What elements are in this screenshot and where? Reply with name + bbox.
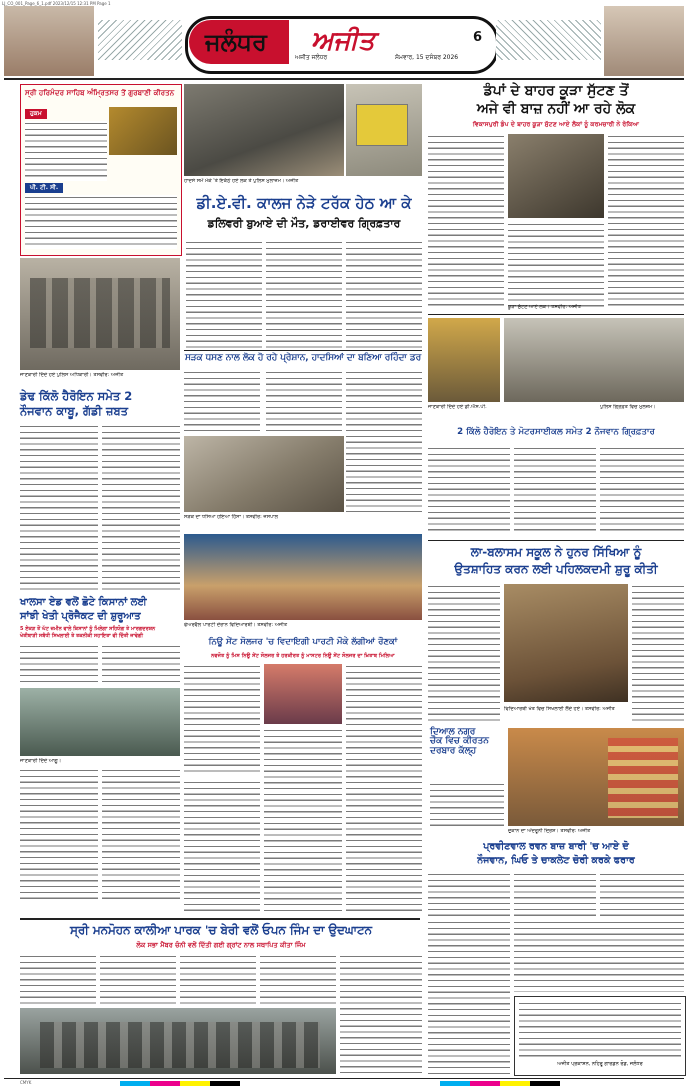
gym-subhead: ਲੋਕ ਸਭਾ ਮੈਂਬਰ ਚੰਨੀ ਵਲੋਂ ਦਿੱਤੀ ਗਈ ਗ੍ਰਾਂਟ ਨਾਲ ਸਥਾਪਿਤ ਕੀਤਾ ਜਿੰਮ — [136, 941, 306, 949]
misc-col1 — [428, 920, 510, 1074]
theft-col2 — [514, 872, 596, 916]
farming-subhead-1: 5 ਏਕੜ ਤੋਂ ਘੱਟ ਜ਼ਮੀਨ ਵਾਲੇ ਕਿਸਾਨਾਂ ਨੂੰ ਮਿਲੇਗਾ ਸਹਿਯੋਗ ਤੇ ਮਾਰਗਦਰਸ਼ਨ — [20, 626, 156, 632]
party-photo-2 — [264, 664, 342, 724]
school-rule — [428, 540, 684, 541]
building-photo-left — [4, 6, 94, 76]
imprint-line: ਅਜੀਤ ਪ੍ਰਕਾਸ਼ਨ, ਨਹਿਰੂ ਗਾਰਡਨ ਰੋਡ, ਜਲੰਧਰ — [557, 1061, 643, 1067]
heroin-car-headline-1: ਡੇਢ ਕਿੱਲੋ ਹੈਰੋਇਨ ਸਮੇਤ 2 — [20, 389, 133, 403]
bottom-rule — [4, 1078, 684, 1079]
farming-headline-1: ਖਾਲਸਾ ਏਡ ਵਲੋਂ ਛੋਟੇ ਕਿਸਾਨਾਂ ਲਈ — [20, 597, 147, 608]
garbage-headline-2: ਅਜੇ ਵੀ ਬਾਜ਼ ਨਹੀਂ ਆ ਰਹੇ ਲੋਕ — [476, 101, 636, 117]
gym-group-shape — [40, 1022, 320, 1068]
garbage-col2 — [508, 222, 604, 310]
gym-col2 — [100, 954, 176, 1006]
shop-photo-caption: ਦੁਕਾਨ ਦਾ ਅੰਦਰੂਨੀ ਦ੍ਰਿਸ਼। ਤਸਵੀਰ: ਅਜੀਤ — [508, 828, 591, 834]
party-subhead: ਨਵਜੋਤ ਨੂੰ ਮਿਸ ਨਿਊ ਸੇਂਟ ਸੋਲਜਰ ਤੇ ਹਰਕੀਰਤ ਨੂੰ ਮਾਸਟਰ ਨਿਊ ਸੇਂਟ ਸੋਲਜਰ ਦਾ ਖ਼ਿਤਾਬ ਮਿਲਿਆ — [211, 653, 395, 659]
garbage-subhead: ਵਿਕਾਸਪੁਰੀ ਡੰਪ ਦੇ ਬਾਹਰ ਕੂੜਾ ਸੁੱਟਣ ਆਏ ਲੋਕਾਂ ਨੂੰ ਕਰਮਚਾਰੀ ਨੇ ਰੋਕਿਆ — [472, 121, 640, 128]
truck-story-col3 — [346, 240, 422, 348]
school-headline-1: ਲਾ-ਬਲਾਸਮ ਸਕੂਲ ਨੇ ਹੁਨਰ ਸਿੱਖਿਆ ਨੂੰ — [470, 545, 642, 559]
farmers-photo-caption: ਜਾਣਕਾਰੀ ਦਿੰਦੇ ਆਗੂ। — [20, 758, 62, 764]
kirtan-headline-2: ਚੌਕ ਵਿਚ ਕੀਰਤਨ — [430, 736, 489, 747]
kirtan-col — [430, 782, 504, 826]
farmers-photo — [20, 688, 180, 756]
kirtan-headline-1: ਦਿਆਲ ਨਗਰ — [430, 727, 476, 737]
imprint-box — [514, 996, 686, 1076]
farming-col1 — [20, 644, 98, 686]
gym-photo — [20, 1008, 336, 1074]
road-story-headline: ਸੜਕ ਧਸਣ ਨਾਲ ਲੋਕ ਹੋ ਰਹੇ ਪ੍ਰੇਸ਼ਾਨ, ਹਾਦਸਿਆਂ ਦਾ ਬਣਿਆ ਰਹਿੰਦਾ ਡਰ — [184, 353, 422, 363]
gurbani-box-subtag: ਪੀ. ਟੀ. ਸੀ. — [25, 183, 63, 193]
shop-photo — [508, 728, 684, 826]
theft-col1 — [428, 872, 510, 916]
gym-col3 — [180, 954, 256, 1006]
police-group-shape — [30, 278, 170, 348]
building-photo-right — [604, 6, 684, 76]
accident-photo-caption: ਹਾਦਸੇ ਸਮੇਂ ਮੌਕੇ 'ਤੇ ਇਕੱਠੇ ਹੋਏ ਲੋਕ ਤੇ ਪੁਲਿਸ ਮੁਲਾਜ਼ਮ। ਅਜੀਤ — [184, 178, 299, 184]
truck-story-subhead: ਡਲਿਵਰੀ ਬੁਆਏ ਦੀ ਮੌਤ, ਡਰਾਈਵਰ ਗ੍ਰਿਫ਼ਤਾਰ — [207, 217, 401, 230]
masthead-pattern-left — [98, 20, 182, 60]
gym-col5 — [340, 954, 422, 1074]
gurbani-box-tag: ਹੁਕਮ — [25, 109, 47, 119]
truck-shape — [356, 104, 408, 146]
theft-headline-2: ਨੌਜਵਾਨ, ਘਿਓ ਤੇ ਚਾਕਲੇਟ ਚੋਰੀ ਕਰਕੇ ਫਰਾਰ — [477, 855, 635, 866]
school-photo-caption: ਵਿਦਿਆਰਥੀ ਖੇਤ ਵਿਚ ਸਿਖਲਾਈ ਲੈਂਦੇ ਹੋਏ। ਤਸਵੀਰ: ਅਜੀਤ — [504, 706, 615, 712]
garbage-photo-caption: ਕੂੜਾ ਸੁੱਟਣ ਆਏ ਲੋਕ। ਤਸਵੀਰ: ਅਜੀਤ — [508, 304, 581, 310]
masthead-rule — [4, 78, 684, 80]
heroin-car-col2 — [102, 424, 180, 592]
print-strip: LJ_CO_001_Page_6_1.pdf 2023/12/15 12:31 PM Page 1 — [2, 1, 111, 6]
masthead-date: ਸੋਮਵਾਰ, 15 ਦਸੰਬਰ 2026 — [395, 54, 459, 61]
garbage-col1 — [428, 134, 504, 310]
theft-col3 — [600, 872, 684, 916]
kirtan-box — [430, 728, 504, 780]
road-photo-caption: ਸੜਕ ਦਾ ਧਸਿਆ ਹੋਇਆ ਹਿੱਸਾ। ਤਸਵੀਰ: ਜਸਪਾਲ — [184, 514, 279, 520]
heroin-bike-headline: 2 ਕਿੱਲੋ ਹੈਰੋਇਨ ਤੇ ਮੋਟਰਸਾਈਕਲ ਸਮੇਤ 2 ਨੌਜਵਾਨ ਗ੍ਰਿਫ਼ਤਾਰ — [457, 427, 655, 437]
heroin-bike-col1 — [428, 446, 510, 532]
color-bar — [120, 1081, 240, 1086]
party-col4 — [184, 780, 260, 912]
masthead-pattern — [496, 20, 601, 60]
heroin-car-col1 — [20, 424, 98, 592]
golden-temple-photo — [109, 107, 177, 155]
party-col1 — [184, 664, 260, 776]
officer-photo — [428, 318, 500, 402]
theft-headline-1: ਪ੍ਰਵੀਣਵਾਲ ਰਵਨ ਬਾਜ਼ ਬਾਰੀ 'ਚ ਆਏ ਦੋ — [483, 841, 629, 852]
school-headline-2: ਉਤਸ਼ਾਹਿਤ ਕਰਨ ਲਈ ਪਹਿਲਕਦਮੀ ਸ਼ੁਰੂ ਕੀਤੀ — [454, 562, 658, 576]
road-story-col1 — [184, 370, 260, 432]
party-photo — [184, 534, 422, 620]
masthead-title-part1: ਜਲੰਧਰ — [205, 28, 267, 56]
heroin-bike-col3 — [600, 446, 684, 532]
road-photo — [184, 436, 344, 512]
color-bar-2 — [440, 1081, 560, 1086]
heroin-bike-rule — [428, 314, 684, 315]
farming-subhead-2: ਖੇਤੀਬਾੜੀ ਸਬੰਧੀ ਸਿਖਲਾਈ ਤੇ ਤਕਨੀਕੀ ਸਹਾਇਤਾ ਵੀ ਦਿੱਤੀ ਜਾਵੇਗੀ — [20, 633, 144, 639]
shop-shelf-shape — [608, 738, 678, 818]
truck-story-col1 — [186, 240, 262, 348]
bottom-strip: CMYK — [20, 1080, 32, 1085]
garbage-col3 — [608, 134, 684, 310]
gym-headline: ਸ੍ਰੀ ਮਨਮੋਹਨ ਕਾਲੀਆ ਪਾਰਕ 'ਚ ਬੇਰੀ ਵਲੋਂ ਓਪਨ ਜਿੰਮ ਦਾ ਉਦਘਾਟਨ — [70, 923, 372, 937]
masthead-subtitle: ਅਜੀਤ ਜਲੰਧਰ — [295, 54, 328, 61]
masthead — [185, 16, 493, 68]
heroin-bike-col2 — [514, 446, 596, 532]
gym-col4 — [260, 954, 336, 1006]
road-story-col2 — [346, 370, 422, 512]
garbage-headline-1: ਡੰਪਾਂ ਦੇ ਬਾਹਰ ਕੂੜਾ ਸੁੱਟਣ ਤੋਂ — [483, 83, 629, 99]
truck-story-col2 — [266, 240, 342, 348]
road-story-rule — [184, 350, 422, 351]
school-field-photo — [504, 584, 628, 702]
truck-story-headline: ਡੀ.ਏ.ਵੀ. ਕਾਲਜ ਨੇੜੇ ਟਰੱਕ ਹੇਠ ਆ ਕੇ — [196, 194, 412, 212]
garbage-photo — [508, 134, 604, 218]
party-photo-caption: ਫੇਅਰਵੈਲ ਪਾਰਟੀ ਦੌਰਾਨ ਵਿਦਿਆਰਥੀ। ਤਸਵੀਰ: ਅਜੀਤ — [184, 622, 288, 628]
party-col3 — [264, 728, 342, 912]
imprint-text — [519, 1001, 681, 1057]
school-col1 — [428, 584, 500, 722]
party-headline: ਨਿਊ ਸੇਂਟ ਸੋਲਜਰ 'ਚ ਵਿਦਾਇਗੀ ਪਾਰਟੀ ਮੌਕੇ ਲੱਗੀਆਂ ਰੌਣਕਾਂ — [208, 637, 398, 647]
party-col2 — [346, 664, 422, 912]
misc-col2 — [514, 920, 684, 992]
officer-photo-caption: ਜਾਣਕਾਰੀ ਦਿੰਦੇ ਹੋਏ ਡੀ.ਐਸ.ਪੀ. — [428, 404, 487, 410]
school-col2 — [632, 584, 684, 722]
police-photo — [20, 258, 180, 370]
page-number: 6 — [473, 30, 483, 45]
masthead-title-part2: ਅਜੀਤ — [311, 26, 375, 56]
heroin-car-headline-2: ਨੌਜਵਾਨ ਕਾਬੂ, ਗੱਡੀ ਜ਼ਬਤ — [20, 404, 129, 418]
gym-rule — [20, 918, 420, 920]
gurbani-box-text-2 — [25, 195, 177, 249]
gurbani-box — [20, 84, 182, 256]
accused-photo-caption: ਪੁਲਿਸ ਗ੍ਰਿਫ਼ਤ ਵਿਚ ਮੁਲਜ਼ਮ। — [600, 404, 656, 410]
farming-col4 — [102, 768, 180, 902]
accident-photo-left — [184, 84, 344, 176]
farming-headline-2: ਸਾਂਝੀ ਖੇਤੀ ਪ੍ਰੋਜੈਕਟ ਦੀ ਸ਼ੁਰੂਆਤ — [20, 611, 141, 622]
police-photo-caption: ਜਾਣਕਾਰੀ ਦਿੰਦੇ ਹੋਏ ਪੁਲਿਸ ਅਧਿਕਾਰੀ। ਤਸਵੀਰ: ਅਜੀਤ — [20, 372, 124, 378]
accused-photo — [504, 318, 684, 402]
road-story-col3 — [266, 370, 342, 432]
farming-col2 — [102, 644, 180, 686]
gurbani-box-text — [25, 121, 107, 181]
farming-col3 — [20, 768, 98, 902]
kirtan-headline-3: ਦਰਬਾਰ ਕੱਲ੍ਹ — [430, 745, 477, 756]
accident-photo-right — [346, 84, 422, 176]
gym-col1 — [20, 954, 96, 1006]
gurbani-box-title: ਸ੍ਰੀ ਹਰਿਮੰਦਰ ਸਾਹਿਬ ਅੰਮ੍ਰਿਤਸਰ ਤੋਂ ਗੁਰਬਾਣੀ ਕੀਰਤਨ — [25, 88, 175, 97]
